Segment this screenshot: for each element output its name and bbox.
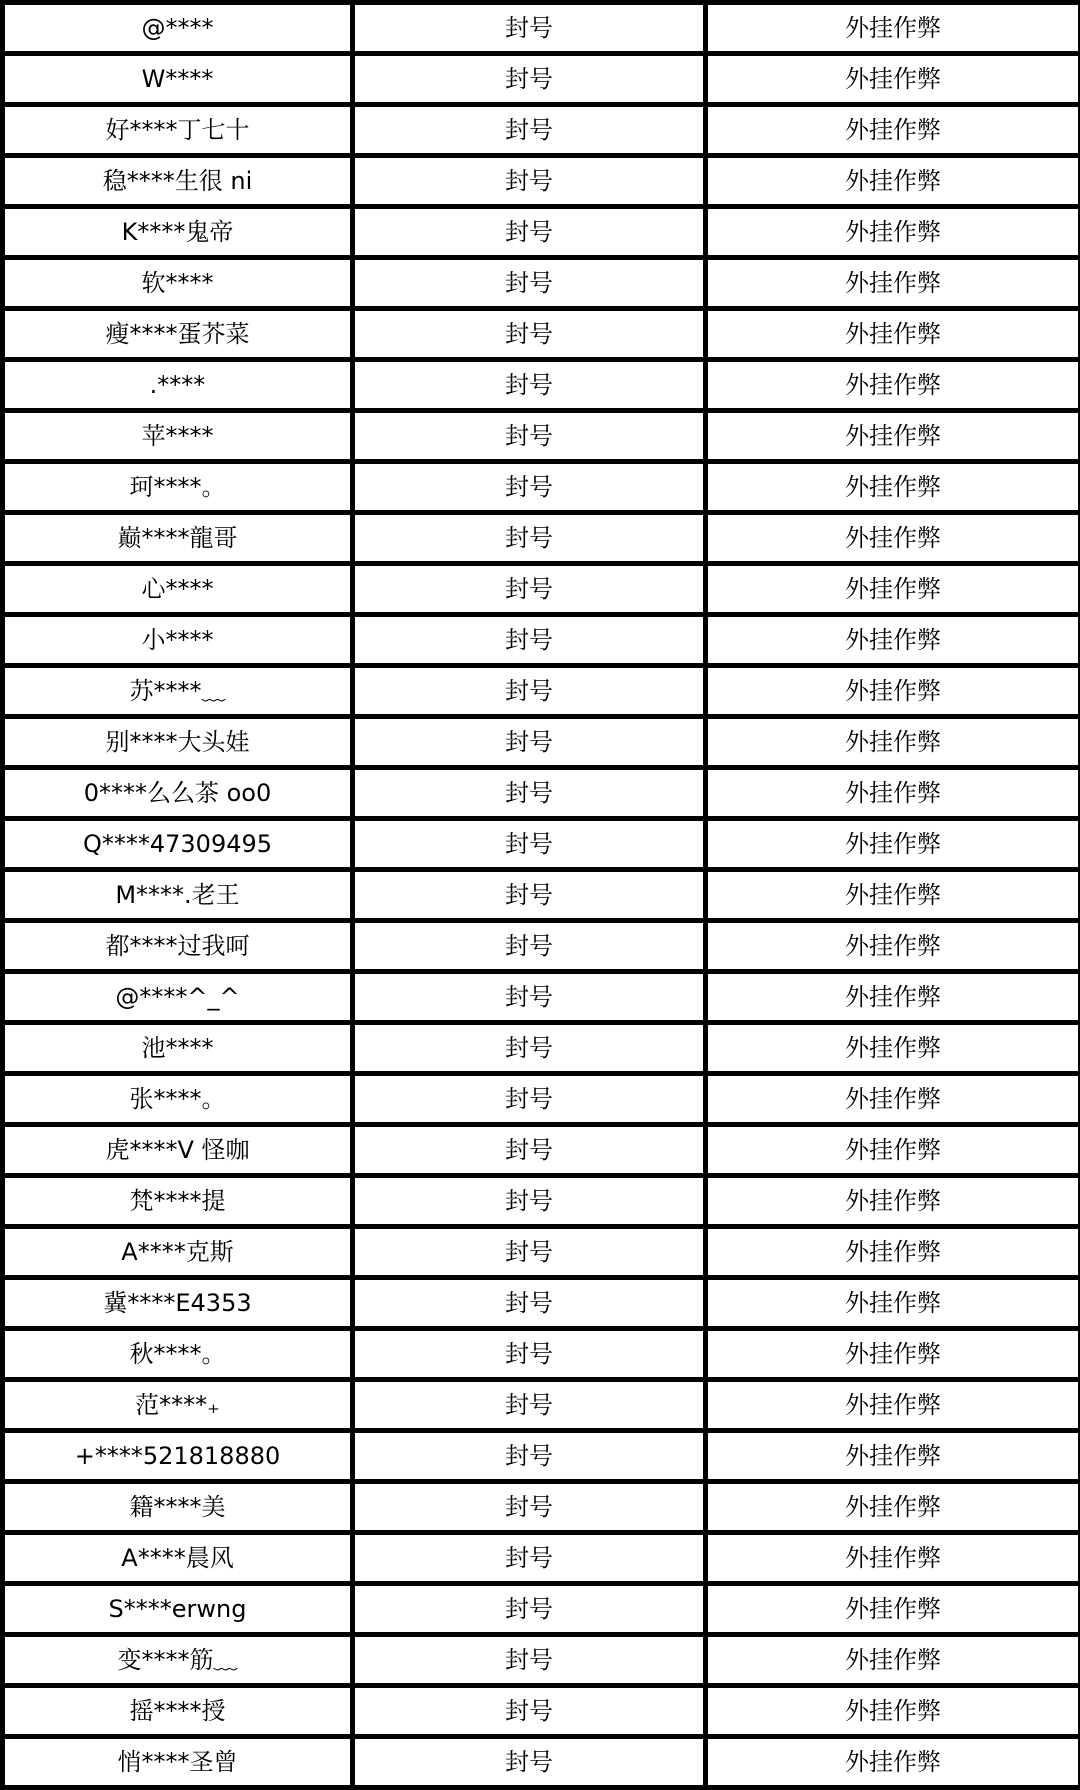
reason-cell: 外挂作弊 — [706, 1737, 1080, 1788]
reason-cell: 外挂作弊 — [706, 564, 1080, 615]
player-name-cell: M****.老王 — [3, 870, 353, 921]
action-cell: 封号 — [353, 564, 706, 615]
player-name-cell: 悄****圣曾 — [3, 1737, 353, 1788]
reason-cell: 外挂作弊 — [706, 156, 1080, 207]
reason-cell: 外挂作弊 — [706, 1431, 1080, 1482]
action-cell: 封号 — [353, 360, 706, 411]
table-row — [3, 870, 1080, 921]
action-cell: 封号 — [353, 1635, 706, 1686]
player-name-cell: 秋****。 — [3, 1329, 353, 1380]
table-row — [3, 717, 1080, 768]
action-cell: 封号 — [353, 1074, 706, 1125]
reason-cell: 外挂作弊 — [706, 309, 1080, 360]
action-cell: 封号 — [353, 1176, 706, 1227]
action-cell: 封号 — [353, 1278, 706, 1329]
reason-cell: 外挂作弊 — [706, 411, 1080, 462]
action-cell: 封号 — [353, 513, 706, 564]
reason-cell: 外挂作弊 — [706, 615, 1080, 666]
action-cell: 封号 — [353, 105, 706, 156]
player-name-cell: 珂****。 — [3, 462, 353, 513]
table-row — [3, 1380, 1080, 1431]
action-cell: 封号 — [353, 615, 706, 666]
reason-cell: 外挂作弊 — [706, 513, 1080, 564]
reason-cell: 外挂作弊 — [706, 972, 1080, 1023]
table-row — [3, 564, 1080, 615]
table-row — [3, 54, 1080, 105]
player-name-cell: 好****丁七十 — [3, 105, 353, 156]
action-cell: 封号 — [353, 717, 706, 768]
table-row — [3, 1584, 1080, 1635]
player-name-cell: 0****么么茶 oo0 — [3, 768, 353, 819]
action-cell: 封号 — [353, 1686, 706, 1737]
table-row — [3, 411, 1080, 462]
player-name-cell: 虎****V 怪咖 — [3, 1125, 353, 1176]
player-name-cell: A****晨风 — [3, 1533, 353, 1584]
action-cell: 封号 — [353, 156, 706, 207]
action-cell: 封号 — [353, 1329, 706, 1380]
action-cell: 封号 — [353, 1227, 706, 1278]
table-row — [3, 1227, 1080, 1278]
reason-cell: 外挂作弊 — [706, 1023, 1080, 1074]
player-name-cell: 巅****龍哥 — [3, 513, 353, 564]
player-name-cell: K****鬼帝 — [3, 207, 353, 258]
player-name-cell: @**** — [3, 3, 353, 54]
player-name-cell: .**** — [3, 360, 353, 411]
reason-cell: 外挂作弊 — [706, 258, 1080, 309]
table-row — [3, 258, 1080, 309]
reason-cell: 外挂作弊 — [706, 54, 1080, 105]
action-cell: 封号 — [353, 3, 706, 54]
table-row — [3, 1329, 1080, 1380]
action-cell: 封号 — [353, 1533, 706, 1584]
table-row — [3, 309, 1080, 360]
reason-cell: 外挂作弊 — [706, 1635, 1080, 1686]
player-name-cell: W**** — [3, 54, 353, 105]
action-cell: 封号 — [353, 768, 706, 819]
table-row — [3, 1023, 1080, 1074]
table-row — [3, 462, 1080, 513]
player-name-cell: 瘦****蛋芥菜 — [3, 309, 353, 360]
action-cell: 封号 — [353, 258, 706, 309]
reason-cell: 外挂作弊 — [706, 105, 1080, 156]
player-name-cell: 籍****美 — [3, 1482, 353, 1533]
action-cell: 封号 — [353, 921, 706, 972]
reason-cell: 外挂作弊 — [706, 360, 1080, 411]
action-cell: 封号 — [353, 870, 706, 921]
action-cell: 封号 — [353, 1431, 706, 1482]
table-row — [3, 207, 1080, 258]
reason-cell: 外挂作弊 — [706, 921, 1080, 972]
action-cell: 封号 — [353, 1023, 706, 1074]
player-name-cell: @****^_^ — [3, 972, 353, 1023]
ban-list-body — [3, 3, 1080, 1788]
action-cell: 封号 — [353, 411, 706, 462]
player-name-cell: 苏****﹏ — [3, 666, 353, 717]
action-cell: 封号 — [353, 666, 706, 717]
reason-cell: 外挂作弊 — [706, 1176, 1080, 1227]
action-cell: 封号 — [353, 1584, 706, 1635]
table-row — [3, 1431, 1080, 1482]
player-name-cell: 苹**** — [3, 411, 353, 462]
table-row — [3, 105, 1080, 156]
table-row — [3, 972, 1080, 1023]
player-name-cell: 张****。 — [3, 1074, 353, 1125]
player-name-cell: 变****筋﹏ — [3, 1635, 353, 1686]
reason-cell: 外挂作弊 — [706, 666, 1080, 717]
action-cell: 封号 — [353, 972, 706, 1023]
action-cell: 封号 — [353, 54, 706, 105]
player-name-cell: 池**** — [3, 1023, 353, 1074]
table-row — [3, 360, 1080, 411]
reason-cell: 外挂作弊 — [706, 819, 1080, 870]
reason-cell: 外挂作弊 — [706, 1482, 1080, 1533]
player-name-cell: 冀****E4353 — [3, 1278, 353, 1329]
table-row — [3, 513, 1080, 564]
reason-cell: 外挂作弊 — [706, 462, 1080, 513]
reason-cell: 外挂作弊 — [706, 1125, 1080, 1176]
action-cell: 封号 — [353, 1125, 706, 1176]
player-name-cell: 稳****生很 ni — [3, 156, 353, 207]
table-row — [3, 615, 1080, 666]
table-row — [3, 921, 1080, 972]
table-row — [3, 1278, 1080, 1329]
player-name-cell: Q****47309495 — [3, 819, 353, 870]
table-row — [3, 1533, 1080, 1584]
player-name-cell: 范****₊ — [3, 1380, 353, 1431]
reason-cell: 外挂作弊 — [706, 768, 1080, 819]
action-cell: 封号 — [353, 1380, 706, 1431]
player-name-cell: 小**** — [3, 615, 353, 666]
player-name-cell: 都****过我呵 — [3, 921, 353, 972]
player-name-cell: 梵****提 — [3, 1176, 353, 1227]
action-cell: 封号 — [353, 819, 706, 870]
reason-cell: 外挂作弊 — [706, 870, 1080, 921]
action-cell: 封号 — [353, 1482, 706, 1533]
player-name-cell: A****克斯 — [3, 1227, 353, 1278]
action-cell: 封号 — [353, 1737, 706, 1788]
reason-cell: 外挂作弊 — [706, 1278, 1080, 1329]
table-row — [3, 819, 1080, 870]
table-row — [3, 1635, 1080, 1686]
reason-cell: 外挂作弊 — [706, 1380, 1080, 1431]
table-row — [3, 1482, 1080, 1533]
table-row — [3, 768, 1080, 819]
table-row — [3, 3, 1080, 54]
table-row — [3, 1686, 1080, 1737]
table-row — [3, 1125, 1080, 1176]
reason-cell: 外挂作弊 — [706, 1329, 1080, 1380]
action-cell: 封号 — [353, 309, 706, 360]
table-row — [3, 1737, 1080, 1788]
player-name-cell: 别****大头娃 — [3, 717, 353, 768]
reason-cell: 外挂作弊 — [706, 1227, 1080, 1278]
player-name-cell: 摇****授 — [3, 1686, 353, 1737]
action-cell: 封号 — [353, 462, 706, 513]
player-name-cell: 软**** — [3, 258, 353, 309]
player-name-cell: 心**** — [3, 564, 353, 615]
reason-cell: 外挂作弊 — [706, 1584, 1080, 1635]
reason-cell: 外挂作弊 — [706, 1686, 1080, 1737]
table-row — [3, 1176, 1080, 1227]
reason-cell: 外挂作弊 — [706, 207, 1080, 258]
reason-cell: 外挂作弊 — [706, 1533, 1080, 1584]
reason-cell: 外挂作弊 — [706, 3, 1080, 54]
player-name-cell: +****521818880 — [3, 1431, 353, 1482]
reason-cell: 外挂作弊 — [706, 717, 1080, 768]
action-cell: 封号 — [353, 207, 706, 258]
table-row — [3, 156, 1080, 207]
reason-cell: 外挂作弊 — [706, 1074, 1080, 1125]
table-row — [3, 1074, 1080, 1125]
table-row — [3, 666, 1080, 717]
player-name-cell: S****erwng — [3, 1584, 353, 1635]
